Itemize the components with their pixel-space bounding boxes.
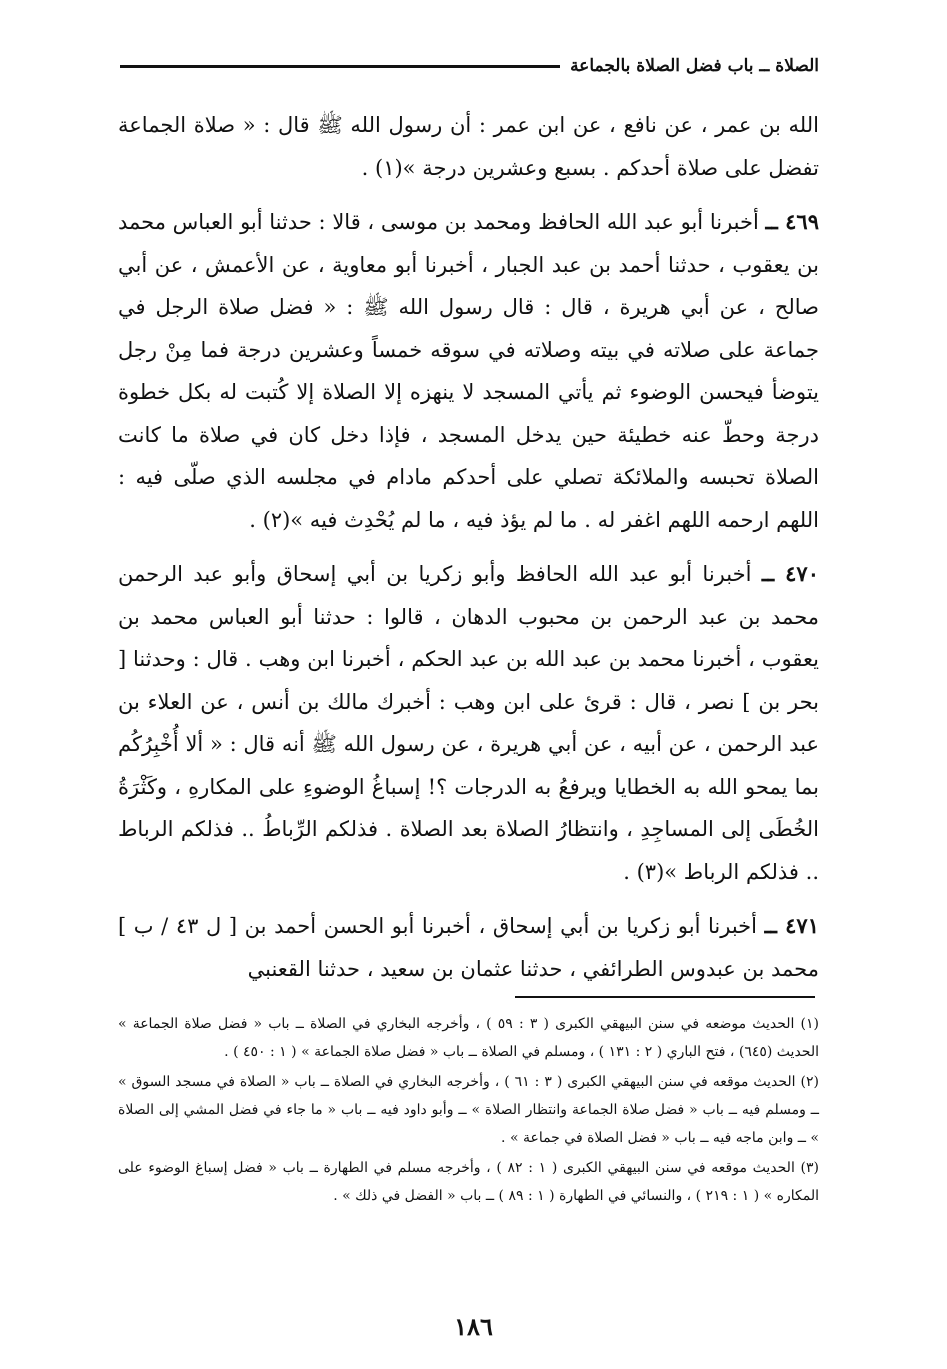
hadith-number: ٤٧١ ــ [764, 913, 819, 938]
paragraph-text: أخبرنا أبو عبد الله الحافظ وأبو زكريا بن أبي إسحاق وأبو عبد الرحمن محمد بن عبد الرحمن بن محبوب الدهان ، قالوا : حدثنا أبو العباس محمد بن يعقوب ، أخبرنا محمد بن عبد الله بن عبد الحكم ، أخبرنا ابن وهب . قال : وحدثنا [ بحر بن ] نصر ، قال : قرئ على ابن وهب : أخبرك مالك بن أنس ، عن العلاء بن عبد الرحمن ، عن أبيه ، عن أبي هريرة ، عن رسول الله ﷺ أنه قال : « ألا أُخْبِرُكُم بما يمحو الله به الخطايا ويرفعُ به الدرجات ؟! إسباغُ الوضوءِ على المكارهِ ، وكَثْرَةُ الخُطَى إلى المساجِدِ ، وانتظارُ الصلاة بعد الصلاة . فذلكم الرِّباطُ .. فذلكم الرباط .. فذلكم الرباط »(٣) . [118, 562, 819, 884]
footnote-3: (٣) الحديث موقعه في سنن البيهقي الكبرى ( ١ : ٨٢ ) ، وأخرجه مسلم في الطهارة ــ باب « فضل إسباغ الوضوء على المكاره » ( ١ : ٢١٩ ) ، والنسائي في الطهارة ( ١ : ٨٩ ) ــ باب « الفضل في ذلك » . [118, 1160, 819, 1204]
hadith-number: ٤٧٠ ــ [761, 561, 819, 586]
paragraph-text: أخبرنا أبو عبد الله الحافظ ومحمد بن موسى ، قالا : حدثنا أبو العباس محمد بن يعقوب ، حدثنا أحمد بن عبد الجبار ، أخبرنا أبو معاوية ، عن الأعمش ، عن أبي صالح ، عن أبي هريرة ، قال : قال رسول الله ﷺ : « فضل صلاة الرجل في جماعة على صلاته في بيته وصلاته في سوقه خمساً وعشرين درجة فما مِنْ رجل يتوضأ فيحسن الوضوء ثم يأتي المسجد لا ينهزه إلا الصلاة إلا كُتبت له بكل خطوة درجة وحطّ عنه خطيئة حين يدخل المسجد ، فإذا دخل كان في صلاة ما كانت الصلاة تحبسه والملائكة تصلي على أحدكم مادام في مجلسه الذي صلّى فيه : اللهم ارحمه اللهم اغفر له . ما لم يؤذ فيه ، ما لم يُحْدِث فيه »(٢) . [118, 210, 819, 532]
paragraph-text: أخبرنا أبو زكريا بن أبي إسحاق ، أخبرنا أبو الحسن أحمد بن [ ل ٤٣ / ب ] محمد بن عبدوس الطرائفي ، حدثنا عثمان بن سعيد ، حدثنا القعنبي [118, 914, 819, 981]
footnotes [118, 1010, 819, 1212]
paragraph-continuation [118, 104, 819, 189]
page-number: ١٨٦ [454, 1312, 493, 1341]
footnote-1: (١) الحديث موضعه في سنن البيهقي الكبرى ( ٣ : ٥٩ ) ، وأخرجه البخاري في الصلاة ــ باب « فضل صلاة الجماعة » الحديث (٦٤٥) ، فتح الباري ( ٢ : ١٣١ ) ، ومسلم في الصلاة ــ باب « فضل صلاة الجماعة » ( ١ : ٤٥٠ ) . [118, 1016, 820, 1060]
running-header [120, 56, 819, 76]
header-rule [120, 65, 560, 68]
hadith-471 [118, 905, 819, 990]
paragraph-text: الله بن عمر ، عن نافع ، عن ابن عمر : أن رسول الله ﷺ قال : « صلاة الجماعة تفضل على صلاة أحدكم . بسبع وعشرين درجة »(١) . [118, 113, 819, 180]
hadith-470 [118, 553, 819, 893]
footnote-separator [515, 996, 815, 998]
chapter-title: الصلاة ــ باب فضل الصلاة بالجماعة [570, 56, 819, 76]
main-text [118, 104, 819, 1002]
footnote-2: (٢) الحديث موقعه في سنن البيهقي الكبرى ( ٣ : ٦١ ) ، وأخرجه البخاري في الصلاة ــ باب « الصلاة في مسجد السوق » ــ ومسلم فيه ــ باب « فضل صلاة الجماعة وانتظار الصلاة » ــ وأبو داود فيه ــ باب « ما جاء في فضل المشي إلى الصلاة » ــ وابن ماجه فيه ــ باب « فضل الصلاة في جماعة » . [118, 1074, 819, 1146]
hadith-469 [118, 201, 819, 541]
hadith-number: ٤٦٩ ــ [765, 209, 819, 234]
